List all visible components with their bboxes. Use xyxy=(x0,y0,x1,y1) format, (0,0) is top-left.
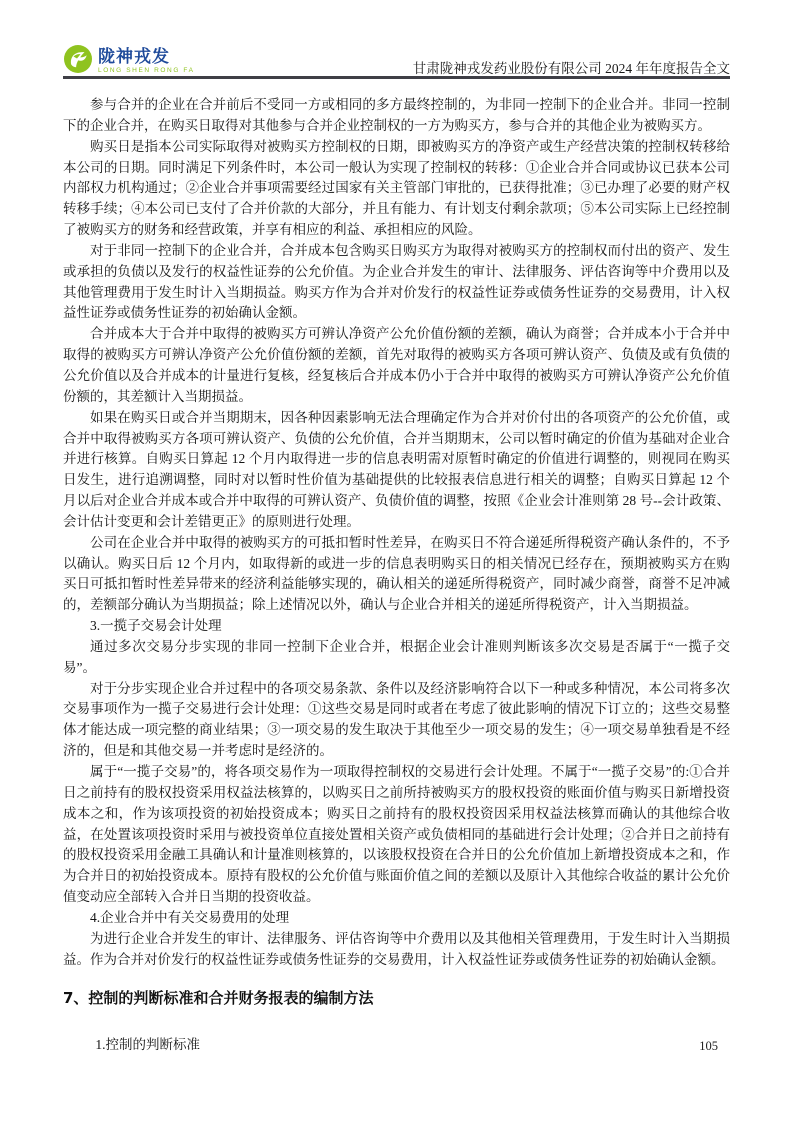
paragraph: 公司在企业合并中取得的被购买方的可抵扣暂时性差异，在购买日不符合递延所得税资产确认条件的，不予以确认。购买日后 12 个月内，如取得新的或进一步的信息表明购买日的相关情况已经存在，预期被购买方在购买日可抵扣暂时性差异带来的经济利益能够实现的，确认相关的递延所得税资产，同时减少商誉，商誉不足冲减的，差额部分确认为当期损益；除上述情况以外，确认与企业合并相关的递延所得税资产，计入当期损益。 xyxy=(63,534,730,613)
logo-text xyxy=(98,46,195,75)
logo-brand-cn: 陇神戎发 xyxy=(98,46,170,67)
page-header xyxy=(63,44,730,79)
page-footer xyxy=(63,1039,718,1054)
logo-icon xyxy=(63,44,93,79)
list-item-heading: 3.一揽子交易会计处理 xyxy=(90,618,222,634)
paragraph: 属于“一揽子交易”的，将各项交易作为一项取得控制权的交易进行会计处理。不属于“一揽子交易”的:①合并日之前持有的股权投资采用权益法核算的，以购买日之前所持被购买方的股权投资的账面价值与购买日新增投资成本之和，作为该项投资的初始投资成本；购买日之前持有的股权投资因采用权益法核算而确认的其他综合收益，在处置该项投资时采用与被投资单位直接处置相关资产或负债相同的基础进行会计处理；②合并日之前持有的股权投资采用金融工具确认和计量准则核算的，以该股权投资在合并日的公允价值加上新增投资成本之和，作为合并日的初始投资成本。原持有股权的公允价值与账面价值之间的差额以及原计入其他综合收益的累计公允价值变动应全部转入合并日当期的投资收益。 xyxy=(63,764,730,905)
page-number: 105 xyxy=(699,1039,718,1053)
paragraph: 对于分步实现企业合并过程中的各项交易条款、条件以及经济影响符合以下一种或多种情况，本公司将多次交易事项作为一揽子交易进行会计处理：①这些交易是同时或者在考虑了彼此影响的情况下订立的；这些交易整体才能达成一项完整的商业结果；③一项交易的发生取决于其他至少一项交易的发生；④一项交易单独看是不经济的，但是和其他交易一并考虑时是经济的。 xyxy=(63,680,730,759)
paragraph: 通过多次交易分步实现的非同一控制下企业合并，根据企业会计准则判断该多次交易是否属于“一揽子交易”。 xyxy=(63,638,730,675)
paragraph: 合并成本大于合并中取得的被购买方可辨认净资产公允价值份额的差额，确认为商誉；合并成本小于合并中取得的被购买方可辨认净资产公允价值份额的差额，首先对取得的被购买方各项可辨认资产、负债及或有负债的公允价值以及合并成本的计量进行复核，经复核后合并成本仍小于合并中取得的被购买方可辨认净资产公允价值份额的，其差额计入当期损益。 xyxy=(63,326,730,404)
report-title: 甘肃陇神戎发药业股份有限公司 2024 年年度报告全文 xyxy=(412,61,730,76)
logo-brand-en: LONG SHEN RONG FA xyxy=(98,66,195,74)
paragraph: 参与合并的企业在合并前后不受同一方或相同的多方最终控制的，为非同一控制下的企业合并。非同一控制下的企业合并，在购买日取得对其他参与合并企业控制权的一方为购买方，参与合并的其他企业为被购买方。 xyxy=(63,97,730,133)
paragraph: 为进行企业合并发生的审计、法律服务、评估咨询等中介费用以及其他相关管理费用，于发生时计入当期损益。作为合并对价发行的权益性证券或债务性证券的交易费用，计入权益性证券或债务性证券的初始确认金额。 xyxy=(63,930,730,967)
section-heading: 7、控制的判断标准和合并财务报表的编制方法 xyxy=(63,989,374,1008)
paragraph: 如果在购买日或合并当期期末，因各种因素影响无法合理确定作为合并对价付出的各项资产的公允价值，或合并中取得被购买方各项可辨认资产、负债的公允价值，合并当期期末，公司以暂时确定的价值为基础对企业合并进行核算。自购买日算起 12 个月内取得进一步的信息表明需对原暂时确定的价值进行调整的，则视同在购买日发生，进行追溯调整，同时对以暂时性价值为基础提供的比较报表信息进行相关的调整；自购买日算起 12 个月以后对企业合并成本或合并中取得的可辨认资产、负债价值的调整，按照《企业会计准则第 28 号--会计政策、会计估计变更和会计差错更正》的原则进行处理。 xyxy=(63,409,730,529)
list-item-heading: 4.企业合并中有关交易费用的处理 xyxy=(90,909,290,925)
subsection-label: 1.控制的判断标准 xyxy=(95,1037,201,1053)
paragraph: 购买日是指本公司实际取得对被购买方控制权的日期，即被购买方的净资产或生产经营决策的控制权转移给本公司的日期。同时满足下列条件时，本公司一般认为实现了控制权的转移：①企业合并合同或协议已获本公司内部权力机构通过；②企业合并事项需要经过国家有关主管部门审批的，已获得批准；③已办理了必要的财产权转移手续；④本公司已支付了合并价款的大部分，并且有能力、有计划支付剩余款项；⑤本公司实际上已经控制了被购买方的财务和经营政策，并享有相应的利益、承担相应的风险。 xyxy=(63,138,730,238)
paragraph: 对于非同一控制下的企业合并，合并成本包含购买日购买方为取得对被购买方的控制权而付出的资产、发生或承担的负债以及发行的权益性证券的公允价值。为企业合并发生的审计、法律服务、评估咨询等中介费用以及其他管理费用于发生时计入当期损益。购买方作为合并对价发行的权益性证券或债务性证券的交易费用，计入权益性证券或债务性证券的初始确认金额。 xyxy=(63,242,730,321)
document-body xyxy=(63,76,730,1056)
company-logo xyxy=(63,44,195,79)
